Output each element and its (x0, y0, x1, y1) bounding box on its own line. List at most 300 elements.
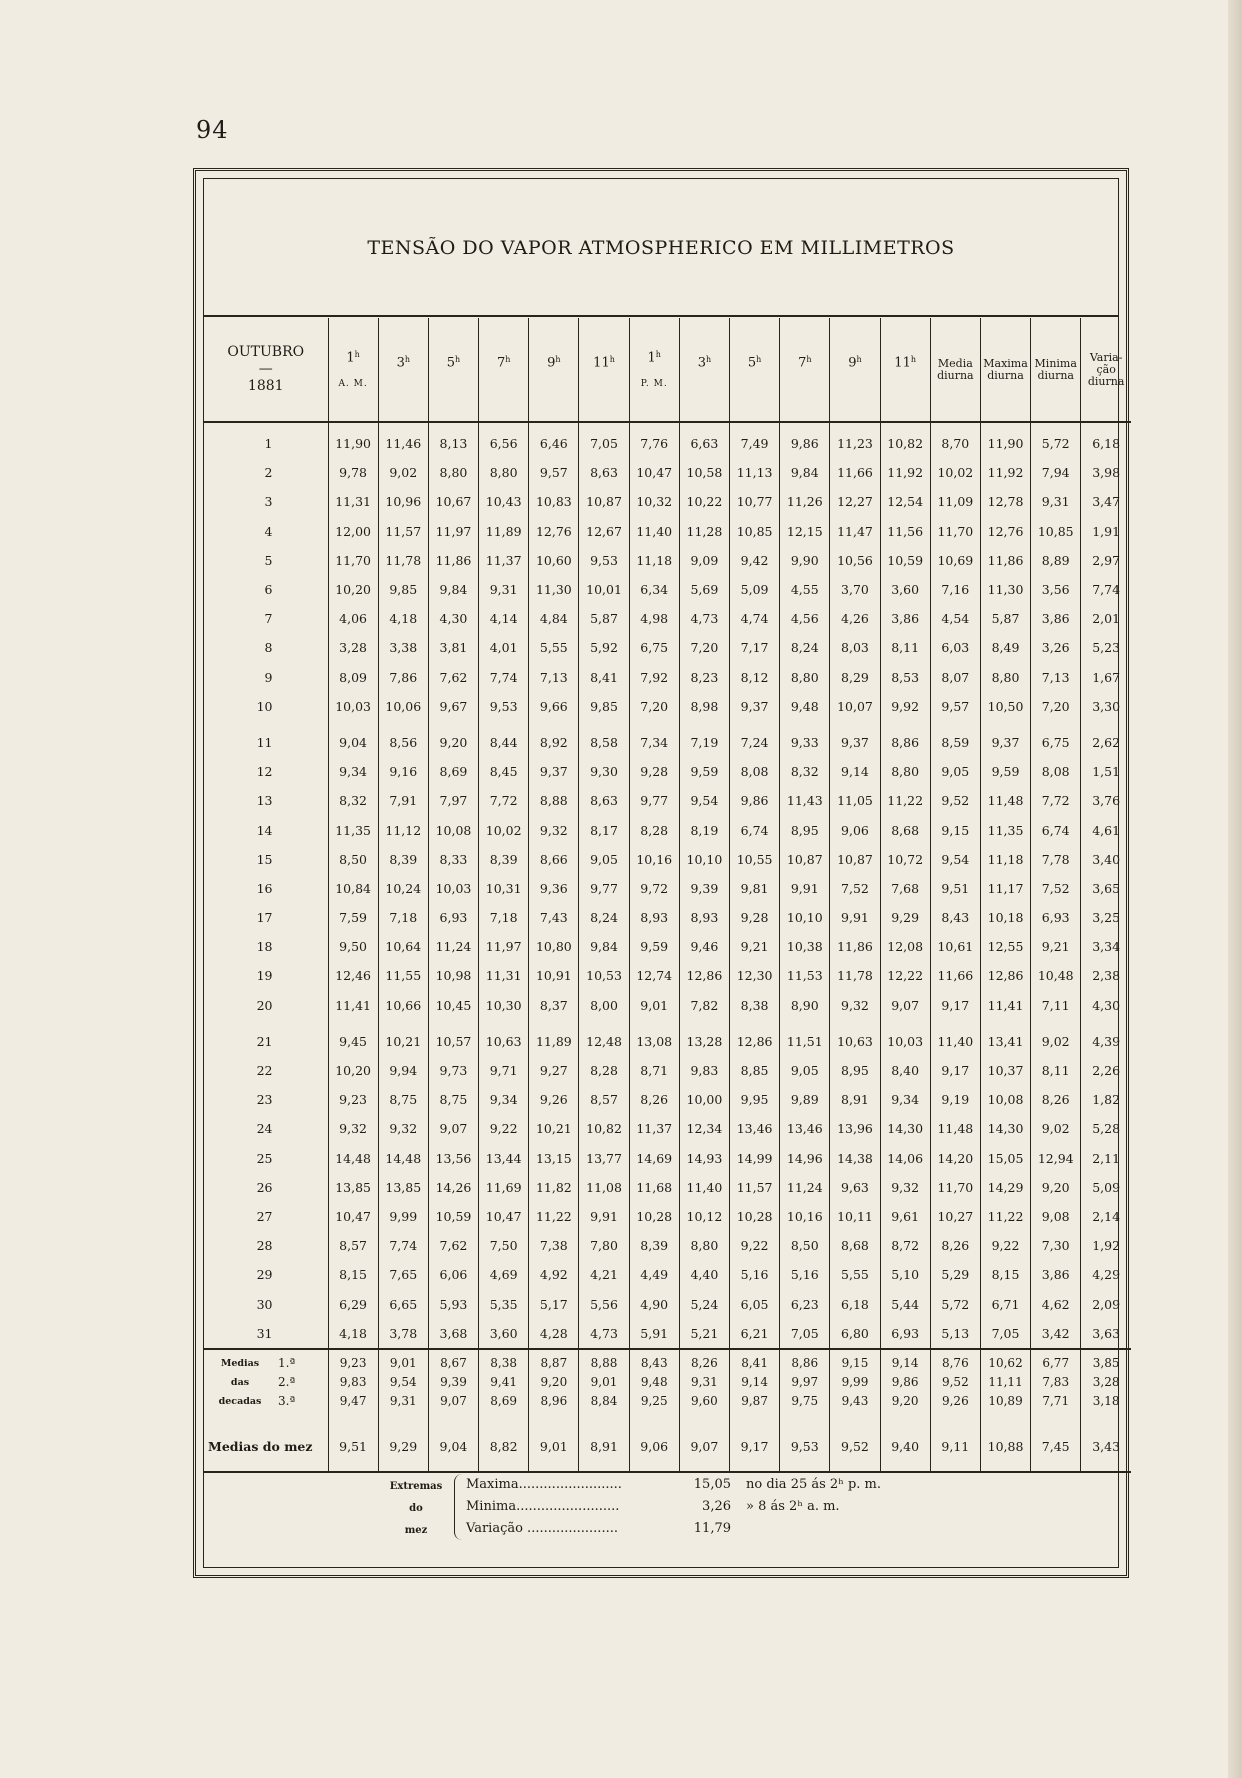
hour-header (529, 318, 579, 422)
decada-value: 8,41 (730, 1349, 780, 1373)
value-cell: 7,43 (529, 903, 579, 932)
value-cell: 9,32 (830, 991, 880, 1020)
value-cell: 8,11 (880, 633, 930, 662)
value-cell: 11,70 (930, 1173, 980, 1202)
value-cell: 11,55 (378, 961, 428, 990)
day-cell: 20 (256, 997, 273, 1013)
decada-value: 8,26 (679, 1349, 729, 1373)
value-cell: 12,00 (328, 517, 378, 546)
table-row (204, 1231, 1131, 1260)
value-cell: 4,01 (479, 633, 529, 662)
value-cell: 10,47 (479, 1202, 529, 1231)
value-cell: 10,32 (629, 487, 679, 516)
decada-row (204, 1392, 1131, 1411)
value-cell: 10,20 (328, 575, 378, 604)
day-cell: 12 (256, 764, 273, 780)
value-cell: 9,17 (930, 991, 980, 1020)
value-cell: 7,24 (730, 721, 780, 757)
value-cell: 10,59 (428, 1202, 478, 1231)
value-cell: 10,10 (780, 903, 830, 932)
value-cell: 13,85 (378, 1173, 428, 1202)
decada-label (204, 1392, 328, 1411)
value-cell: 9,71 (479, 1056, 529, 1085)
value-cell: 13,56 (428, 1144, 478, 1173)
value-cell: 9,34 (328, 757, 378, 786)
decada-value: 9,47 (328, 1392, 378, 1411)
value-cell: 3,42 (1031, 1319, 1081, 1349)
value-cell: 9,32 (529, 815, 579, 844)
value-cell: 12,08 (880, 932, 930, 961)
value-cell: 9,85 (579, 692, 629, 721)
value-cell: 11,48 (930, 1114, 980, 1143)
value-cell: 7,20 (1031, 692, 1081, 721)
table-row (204, 1114, 1131, 1143)
value-cell: 11,17 (980, 874, 1030, 903)
extremas-row-value: 11,79 (693, 1521, 731, 1536)
medias-mes-row (204, 1411, 1131, 1472)
value-cell: 9,72 (629, 874, 679, 903)
value-cell: 8,88 (529, 786, 579, 815)
value-cell: 11,23 (830, 422, 880, 458)
value-cell: 3,38 (378, 633, 428, 662)
value-cell: 9,53 (579, 546, 629, 575)
value-cell: 4,30 (428, 604, 478, 633)
stat-header: Media diurna (930, 318, 980, 422)
value-cell: 7,72 (1031, 786, 1081, 815)
value-cell: 10,08 (428, 815, 478, 844)
value-cell: 12,76 (980, 517, 1030, 546)
value-cell: 8,40 (880, 1056, 930, 1085)
value-cell: 9,51 (930, 874, 980, 903)
value-cell: 1,92 (1081, 1231, 1131, 1260)
value-cell: 9,84 (579, 932, 629, 961)
value-cell: 8,28 (629, 815, 679, 844)
value-cell: 7,13 (1031, 663, 1081, 692)
value-cell: 10,21 (529, 1114, 579, 1143)
day-cell: 9 (264, 669, 273, 685)
value-cell: 6,46 (529, 422, 579, 458)
value-cell: 4,49 (629, 1260, 679, 1289)
value-cell: 2,14 (1081, 1202, 1131, 1231)
table-row (204, 1319, 1131, 1349)
header-row (204, 318, 1131, 422)
value-cell: 11,41 (328, 991, 378, 1020)
value-cell: 9,22 (479, 1114, 529, 1143)
value-cell: 4,55 (780, 575, 830, 604)
value-cell: 11,31 (328, 487, 378, 516)
vapor-tension-table (204, 318, 1131, 1473)
title-box (204, 179, 1118, 317)
value-cell: 3,63 (1081, 1319, 1131, 1349)
value-cell: 10,91 (529, 961, 579, 990)
value-cell: 10,98 (428, 961, 478, 990)
value-cell: 10,03 (880, 1020, 930, 1056)
value-cell: 10,12 (679, 1202, 729, 1231)
value-cell: 11,69 (479, 1173, 529, 1202)
value-cell: 11,08 (579, 1173, 629, 1202)
value-cell: 11,12 (378, 815, 428, 844)
value-cell: 10,06 (378, 692, 428, 721)
value-cell: 14,96 (780, 1144, 830, 1173)
value-cell: 4,54 (930, 604, 980, 633)
table-title: TENSÃO DO VAPOR ATMOSPHERICO EM MILLIMETROS (367, 237, 955, 259)
value-cell: 10,56 (830, 546, 880, 575)
value-cell: 8,75 (428, 1085, 478, 1114)
value-cell: 11,13 (730, 458, 780, 487)
table-row (204, 1020, 1131, 1056)
value-cell: 8,90 (780, 991, 830, 1020)
decada-value: 9,97 (780, 1373, 830, 1392)
value-cell: 10,82 (579, 1114, 629, 1143)
value-cell: 12,78 (980, 487, 1030, 516)
extremas-row-value: 15,05 (693, 1477, 731, 1492)
value-cell: 12,76 (529, 517, 579, 546)
value-cell: 8,80 (679, 1231, 729, 1260)
hour-suffix: h (555, 354, 561, 364)
value-cell: 9,67 (428, 692, 478, 721)
value-cell: 10,80 (529, 932, 579, 961)
value-cell: 7,49 (730, 422, 780, 458)
medias-mes-value: 9,01 (529, 1411, 579, 1472)
value-cell: 8,56 (378, 721, 428, 757)
decada-value: 8,69 (479, 1392, 529, 1411)
value-cell: 2,97 (1081, 546, 1131, 575)
value-cell: 9,61 (880, 1202, 930, 1231)
value-cell: 8,58 (579, 721, 629, 757)
table-row (204, 757, 1131, 786)
day-cell: 3 (264, 494, 273, 510)
value-cell: 9,28 (730, 903, 780, 932)
hour-header (479, 318, 529, 422)
value-cell: 10,45 (428, 991, 478, 1020)
value-cell: 9,90 (780, 546, 830, 575)
day-cell: 1 (264, 436, 273, 452)
value-cell: 7,16 (930, 575, 980, 604)
value-cell: 10,03 (428, 874, 478, 903)
extremas-row-value: 3,26 (702, 1499, 731, 1514)
value-cell: 5,44 (880, 1289, 930, 1318)
value-cell: 7,78 (1031, 845, 1081, 874)
medias-mes-label: Medias do mez (204, 1411, 328, 1472)
value-cell: 3,68 (428, 1319, 478, 1349)
extremas-row-note: no dia 25 ás 2ʰ p. m. (746, 1477, 881, 1492)
hour-suffix: h (705, 354, 712, 364)
value-cell: 11,43 (780, 786, 830, 815)
value-cell: 6,29 (328, 1289, 378, 1318)
brace (454, 1474, 465, 1540)
value-cell: 3,30 (1081, 692, 1131, 721)
value-cell: 10,63 (830, 1020, 880, 1056)
value-cell: 12,67 (579, 517, 629, 546)
value-cell: 11,40 (629, 517, 679, 546)
value-cell: 8,89 (1031, 546, 1081, 575)
hour-label: 11 (593, 355, 610, 371)
value-cell: 4,98 (629, 604, 679, 633)
day-cell: 10 (256, 698, 273, 714)
value-cell: 10,28 (629, 1202, 679, 1231)
value-cell: 9,02 (1031, 1020, 1081, 1056)
value-cell: 14,48 (378, 1144, 428, 1173)
table-row (204, 1056, 1131, 1085)
value-cell: 8,12 (730, 663, 780, 692)
hour-label: 3 (396, 355, 405, 371)
decada-value: 9,20 (880, 1392, 930, 1411)
hour-header (780, 318, 830, 422)
value-cell: 9,19 (930, 1085, 980, 1114)
month-dash: — (258, 361, 273, 377)
value-cell: 5,16 (730, 1260, 780, 1289)
decada-value: 9,86 (880, 1373, 930, 1392)
value-cell: 14,69 (629, 1144, 679, 1173)
value-cell: 9,14 (830, 757, 880, 786)
value-cell: 8,33 (428, 845, 478, 874)
value-cell: 11,22 (980, 1202, 1030, 1231)
value-cell: 4,69 (479, 1260, 529, 1289)
decada-value: 9,60 (679, 1392, 729, 1411)
value-cell: 11,26 (780, 487, 830, 516)
decada-label-wrap (204, 1375, 328, 1389)
hour-header (730, 318, 780, 422)
value-cell: 9,28 (629, 757, 679, 786)
value-cell: 5,29 (930, 1260, 980, 1289)
value-cell: 4,39 (1081, 1020, 1131, 1056)
value-cell: 10,27 (930, 1202, 980, 1231)
value-cell: 10,64 (378, 932, 428, 961)
value-cell: 3,26 (1031, 633, 1081, 662)
value-cell: 11,70 (930, 517, 980, 546)
value-cell: 8,95 (780, 815, 830, 844)
value-cell: 11,53 (780, 961, 830, 990)
value-cell: 10,22 (679, 487, 729, 516)
table-row (204, 1260, 1131, 1289)
value-cell: 14,06 (880, 1144, 930, 1173)
value-cell: 8,69 (428, 757, 478, 786)
decada-value: 9,75 (780, 1392, 830, 1411)
value-cell: 3,60 (479, 1319, 529, 1349)
value-cell: 9,37 (529, 757, 579, 786)
value-cell: 5,17 (529, 1289, 579, 1318)
day-cell: 29 (256, 1267, 273, 1283)
extremas-row-maxima (466, 1474, 1116, 1496)
medias-mes-value: 9,51 (328, 1411, 378, 1472)
value-cell: 5,87 (579, 604, 629, 633)
value-cell: 8,95 (830, 1056, 880, 1085)
decada-value: 8,76 (930, 1349, 980, 1373)
medias-mes-value: 8,91 (579, 1411, 629, 1472)
extremas-row-minima (466, 1496, 1116, 1518)
value-cell: 4,18 (328, 1319, 378, 1349)
value-cell: 4,30 (1081, 991, 1131, 1020)
table-row (204, 874, 1131, 903)
medias-mes-value: 9,11 (930, 1411, 980, 1472)
value-cell: 9,77 (579, 874, 629, 903)
day-cell: 30 (256, 1296, 273, 1312)
value-cell: 7,82 (679, 991, 729, 1020)
value-cell: 9,04 (328, 721, 378, 757)
value-cell: 4,18 (378, 604, 428, 633)
value-cell: 11,28 (679, 517, 729, 546)
value-cell: 7,05 (780, 1319, 830, 1349)
day-cell: 28 (256, 1238, 273, 1254)
value-cell: 4,14 (479, 604, 529, 633)
medias-mes-value: 9,04 (428, 1411, 478, 1472)
value-cell: 10,87 (579, 487, 629, 516)
hour-label: 7 (798, 355, 807, 371)
table-row (204, 991, 1131, 1020)
decada-value: 9,99 (830, 1373, 880, 1392)
decada-value: 3,18 (1081, 1392, 1131, 1411)
value-cell: 7,86 (378, 663, 428, 692)
decada-value: 9,43 (830, 1392, 880, 1411)
decada-ordinal: 1.ª (278, 1356, 296, 1371)
value-cell: 6,71 (980, 1289, 1030, 1318)
medias-mes-value: 7,45 (1031, 1411, 1081, 1472)
table-row (204, 487, 1131, 516)
value-cell: 7,30 (1031, 1231, 1081, 1260)
value-cell: 1,51 (1081, 757, 1131, 786)
value-cell: 11,92 (880, 458, 930, 487)
value-cell: 8,75 (378, 1085, 428, 1114)
day-cell: 24 (256, 1121, 273, 1137)
decada-ordinal: 3.ª (278, 1394, 296, 1409)
value-cell: 12,22 (880, 961, 930, 990)
value-cell: 7,17 (730, 633, 780, 662)
table-inner-frame (203, 178, 1125, 1568)
value-cell: 8,28 (579, 1056, 629, 1085)
value-cell: 7,18 (378, 903, 428, 932)
value-cell: 7,52 (1031, 874, 1081, 903)
value-cell: 6,74 (730, 815, 780, 844)
value-cell: 5,72 (930, 1289, 980, 1318)
value-cell: 8,80 (880, 757, 930, 786)
day-cell: 23 (256, 1092, 273, 1108)
value-cell: 10,87 (830, 845, 880, 874)
day-cell: 18 (256, 939, 273, 955)
value-cell: 11,09 (930, 487, 980, 516)
decada-value: 11,11 (980, 1373, 1030, 1392)
value-cell: 6,03 (930, 633, 980, 662)
table-row (204, 1173, 1131, 1202)
value-cell: 9,83 (679, 1056, 729, 1085)
hour-header (378, 318, 428, 422)
day-cell: 27 (256, 1208, 273, 1224)
value-cell: 5,23 (1081, 633, 1131, 662)
value-cell: 13,41 (980, 1020, 1030, 1056)
value-cell: 9,22 (730, 1231, 780, 1260)
value-cell: 14,30 (980, 1114, 1030, 1143)
value-cell: 11,90 (328, 422, 378, 458)
value-cell: 12,94 (1031, 1144, 1081, 1173)
value-cell: 5,24 (679, 1289, 729, 1318)
value-cell: 7,91 (378, 786, 428, 815)
value-cell: 9,02 (378, 458, 428, 487)
decada-word: Medias (220, 1357, 260, 1369)
value-cell: 10,00 (679, 1085, 729, 1114)
value-cell: 8,26 (629, 1085, 679, 1114)
table-row (204, 517, 1131, 546)
value-cell: 10,66 (378, 991, 428, 1020)
value-cell: 13,44 (479, 1144, 529, 1173)
value-cell: 7,92 (629, 663, 679, 692)
value-cell: 11,89 (479, 517, 529, 546)
value-cell: 2,11 (1081, 1144, 1131, 1173)
value-cell: 4,73 (579, 1319, 629, 1349)
day-cell: 31 (256, 1325, 273, 1341)
value-cell: 6,34 (629, 575, 679, 604)
value-cell: 6,18 (1081, 422, 1131, 458)
value-cell: 8,63 (579, 458, 629, 487)
decada-value: 9,01 (378, 1349, 428, 1373)
value-cell: 7,76 (629, 422, 679, 458)
value-cell: 8,17 (579, 815, 629, 844)
value-cell: 10,82 (880, 422, 930, 458)
value-cell: 9,05 (930, 757, 980, 786)
hour-label: 9 (547, 355, 556, 371)
value-cell: 4,21 (579, 1260, 629, 1289)
value-cell: 8,63 (579, 786, 629, 815)
decada-label-wrap (204, 1356, 328, 1370)
table-row (204, 1289, 1131, 1318)
value-cell: 9,15 (930, 815, 980, 844)
value-cell: 8,44 (479, 721, 529, 757)
decada-value: 9,52 (930, 1373, 980, 1392)
table-row (204, 845, 1131, 874)
value-cell: 8,98 (679, 692, 729, 721)
table-row (204, 1085, 1131, 1114)
value-cell: 12,46 (328, 961, 378, 990)
value-cell: 7,72 (479, 786, 529, 815)
value-cell: 11,86 (428, 546, 478, 575)
value-cell: 8,15 (980, 1260, 1030, 1289)
value-cell: 9,94 (378, 1056, 428, 1085)
value-cell: 9,05 (780, 1056, 830, 1085)
value-cell: 3,47 (1081, 487, 1131, 516)
page-edge (1228, 0, 1242, 1778)
value-cell: 7,13 (529, 663, 579, 692)
value-cell: 10,72 (880, 845, 930, 874)
value-cell: 8,11 (1031, 1056, 1081, 1085)
value-cell: 7,19 (679, 721, 729, 757)
value-cell: 5,72 (1031, 422, 1081, 458)
value-cell: 9,07 (428, 1114, 478, 1143)
day-cell: 13 (256, 793, 273, 809)
value-cell: 9,08 (1031, 1202, 1081, 1231)
value-cell: 11,30 (980, 575, 1030, 604)
value-cell: 11,40 (930, 1020, 980, 1056)
value-cell: 9,59 (980, 757, 1030, 786)
value-cell: 9,73 (428, 1056, 478, 1085)
value-cell: 12,30 (730, 961, 780, 990)
value-cell: 6,75 (629, 633, 679, 662)
value-cell: 9,53 (479, 692, 529, 721)
value-cell: 11,37 (629, 1114, 679, 1143)
value-cell: 10,58 (679, 458, 729, 487)
value-cell: 10,24 (378, 874, 428, 903)
value-cell: 2,09 (1081, 1289, 1131, 1318)
value-cell: 6,65 (378, 1289, 428, 1318)
value-cell: 8,86 (880, 721, 930, 757)
value-cell: 4,56 (780, 604, 830, 633)
value-cell: 9,29 (880, 903, 930, 932)
value-cell: 13,08 (629, 1020, 679, 1056)
value-cell: 9,81 (730, 874, 780, 903)
decada-word: decadas (218, 1395, 262, 1407)
day-cell: 22 (256, 1063, 273, 1079)
value-cell: 12,48 (579, 1020, 629, 1056)
decada-value: 9,31 (679, 1373, 729, 1392)
extremas-block (204, 1464, 1121, 1544)
value-cell: 9,22 (980, 1231, 1030, 1260)
